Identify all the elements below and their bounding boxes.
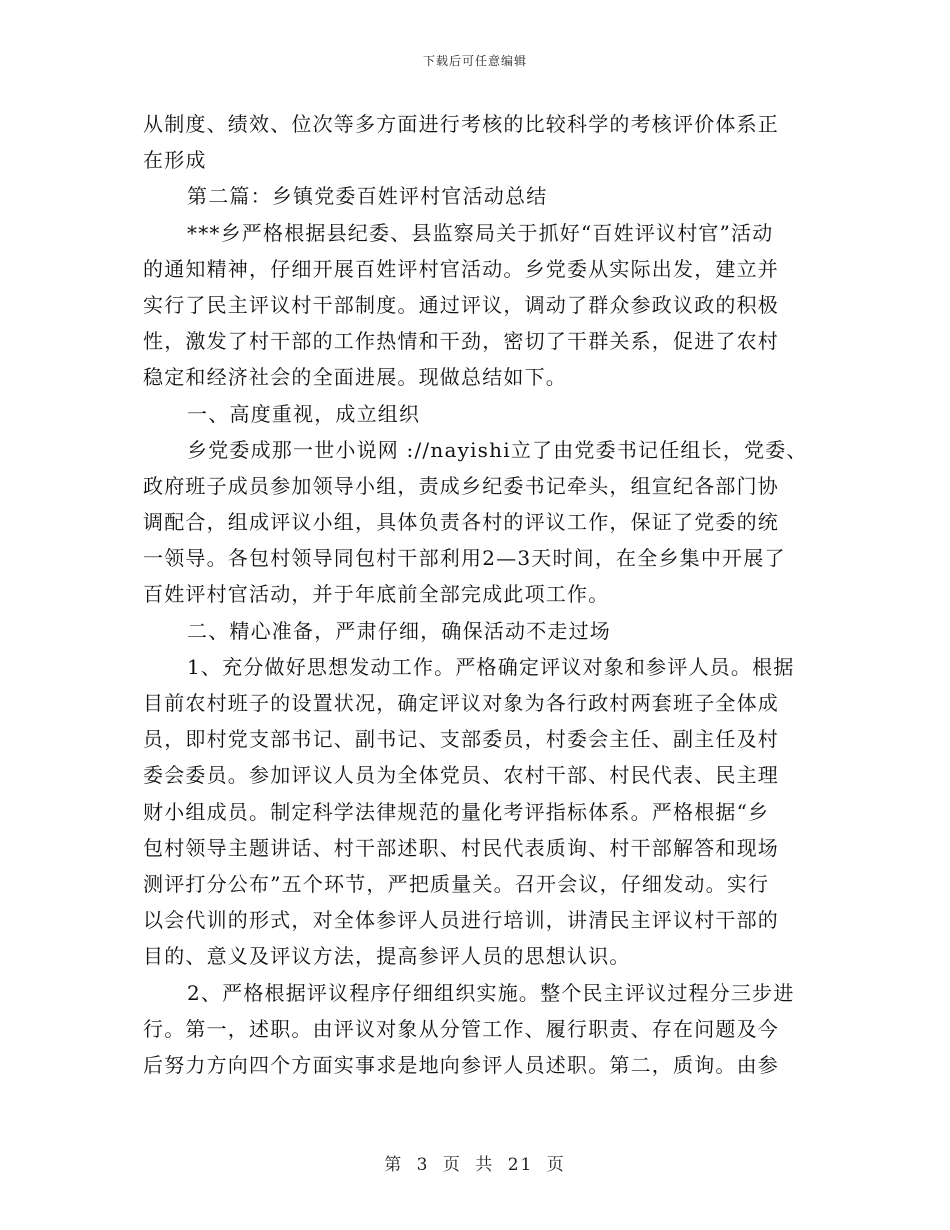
text-line: 目前农村班子的设置状况，确定评议对象为各行政村两套班子全体成 <box>143 691 779 715</box>
text-line: 在形成 <box>143 148 207 173</box>
text-line: 调配合，组成评议小组，具体负责各村的评议工作，保证了党委的统 <box>143 510 779 535</box>
text-line: 从制度、绩效、位次等多方面进行考核的比较科学的考核评价体系正 <box>143 112 779 136</box>
text-line: ***乡严格根据县纪委、县监察局关于抓好“百姓评议村官”活动 <box>187 220 774 245</box>
text-line: 行。第一，述职。由评议对象从分管工作、履行职责、存在问题及今 <box>143 1016 779 1041</box>
text-line: 2、严格根据评议程序仔细组织实施。整个民主评议过程分三步进 <box>187 980 795 1005</box>
text-line: 1、充分做好思想发动工作。严格确定评议对象和参评人员。根据 <box>187 654 795 679</box>
text-line: 包村领导主题讲话、村干部述职、村民代表质询、村干部解答和现场 <box>143 835 779 860</box>
text-line: 一领导。各包村领导同包村干部利用2—3天时间，在全乡集中开展了 <box>143 546 786 571</box>
text-line: 稳定和经济社会的全面进展。现做总结如下。 <box>143 365 567 390</box>
text-line: 的通知精神，仔细开展百姓评村官活动。乡党委从实际出发，建立并 <box>143 256 779 281</box>
text-line: 测评打分公布”五个环节，严把质量关。召开会议，仔细发动。实行 <box>143 871 770 896</box>
text-line: 乡党委成那一世小说网 ://nayishi立了由党委书记任组长，党委、 <box>187 437 808 462</box>
document-body <box>143 106 823 1083</box>
text-line: 实行了民主评议村干部制度。通过评议，调动了群众参政议政的积极 <box>143 292 779 317</box>
text-line: 财小组成员。制定科学法律规范的量化考评指标体系。严格根据“乡 <box>143 799 770 824</box>
text-line: 后努力方向四个方面实事求是地向参评人员述职。第二，质询。由参 <box>143 1052 779 1077</box>
text-line: 第二篇：乡镇党委百姓评村官活动总结 <box>187 184 548 209</box>
text-line: 目的、意义及评议方法，提高参评人员的思想认识。 <box>143 944 631 969</box>
text-line: 员，即村党支部书记、副书记、支部委员，村委会主任、副主任及村 <box>143 727 779 752</box>
text-line: 政府班子成员参加领导小组，责成乡纪委书记牵头，组宣纪各部门协 <box>143 473 779 498</box>
page-header: 下载后可任意编辑 <box>422 54 527 68</box>
text-line: 性，激发了村干部的工作热情和干劲，密切了干群关系，促进了农村 <box>143 329 779 354</box>
text-line: 百姓评村官活动，并于年底前全部完成此项工作。 <box>143 582 610 607</box>
text-line: 以会代训的形式，对全体参评人员进行培训，讲清民主评议村干部的 <box>143 908 779 933</box>
text-line: 一、高度重视，成立组织 <box>187 401 421 426</box>
page-footer-page-number: 第 3 页 共 21 页 <box>384 1155 566 1175</box>
text-line: 委会委员。参加评议人员为全体党员、农村干部、村民代表、民主理 <box>143 763 779 788</box>
text-line: 二、精心准备，严肃仔细，确保活动不走过场 <box>187 618 611 643</box>
